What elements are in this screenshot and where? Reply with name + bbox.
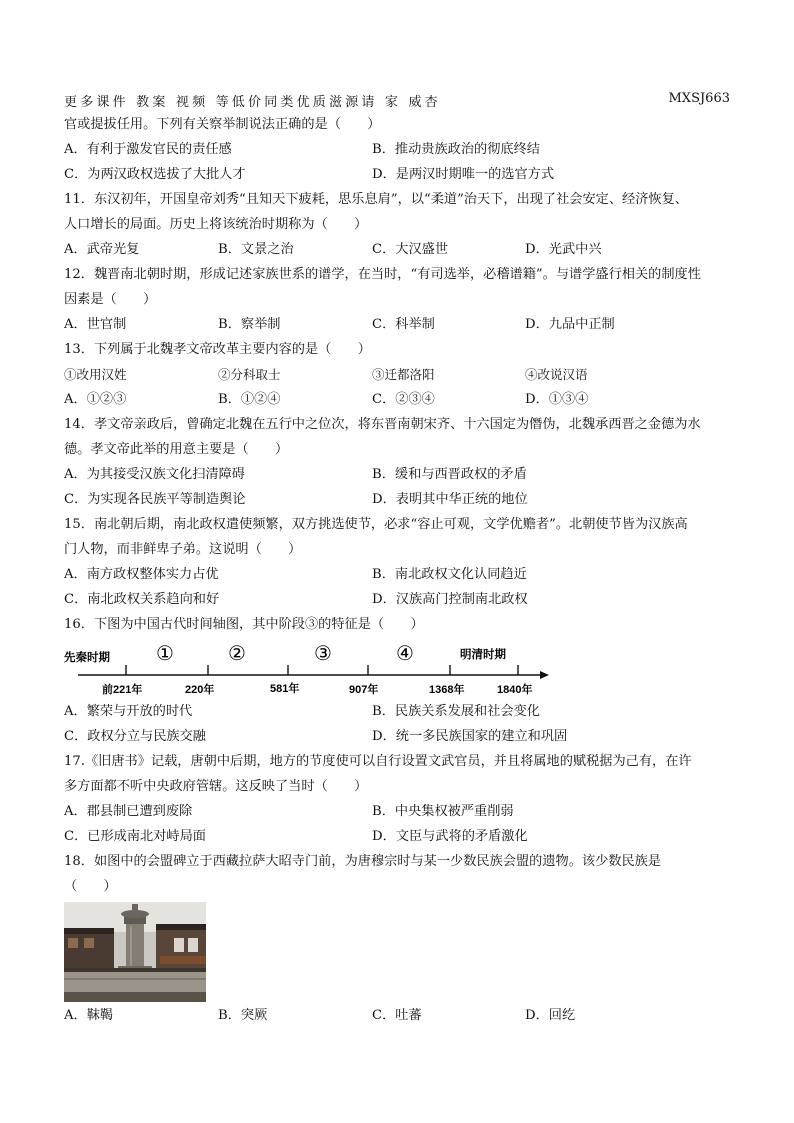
- q14-option-b[interactable]: B．缓和与西晋政权的矛盾: [372, 467, 527, 482]
- q18-option-b[interactable]: B．突厥: [218, 1008, 268, 1023]
- q12-stem-line2: 因素是（ ）: [64, 292, 157, 307]
- q11-stem-line1: 11．东汉初年，开国皇帝刘秀“且知天下疲耗，思乐息肩”，以“柔道”治天下，出现了社会安定、经济恢复、: [64, 192, 688, 207]
- q16-option-a[interactable]: A．繁荣与开放的时代: [64, 704, 193, 719]
- timeline-tick-label-6: 1840年: [497, 684, 533, 696]
- timeline-stage-3: ③: [314, 641, 332, 665]
- q13-option-d[interactable]: D．①③④: [525, 392, 589, 407]
- q16-option-c[interactable]: C．政权分立与民族交融: [64, 729, 206, 744]
- q15-option-a[interactable]: A．南方政权整体实力占优: [64, 567, 219, 582]
- q15-option-d[interactable]: D．汉族高门控制南北政权: [372, 592, 528, 607]
- q11-option-a[interactable]: A．武帝光复: [64, 242, 140, 257]
- q17-option-a[interactable]: A．郡县制已遭到废除: [64, 804, 193, 819]
- timeline-left-label: 先秦时期: [64, 652, 110, 664]
- page-header: [64, 91, 730, 109]
- q13-item-3: ③迁都洛阳: [372, 367, 435, 382]
- q11-option-d[interactable]: D．光武中兴: [525, 242, 602, 257]
- q11-option-c[interactable]: C．大汉盛世: [372, 242, 449, 257]
- q17-option-c[interactable]: C．已形成南北对峙局面: [64, 829, 206, 844]
- q11-option-b[interactable]: B．文景之治: [218, 242, 294, 257]
- q13-stem: 13．下列属于北魏孝文帝改革主要内容的是（ ）: [64, 342, 371, 357]
- q12-option-a[interactable]: A．世官制: [64, 317, 127, 332]
- q10-option-b[interactable]: B．推动贵族政治的彻底终结: [372, 142, 540, 157]
- q12-stem-line1: 12．魏晋南北朝时期，形成记述家族世系的谱学，在当时，“有司选举，必稽谱籍”。与谱学盛行相关的制度性: [64, 267, 701, 282]
- q18-option-a[interactable]: A．靺鞨: [64, 1008, 114, 1023]
- header-code: MXSJ663: [668, 91, 730, 106]
- q18-option-d[interactable]: D．回纥: [525, 1008, 576, 1023]
- timeline-tick-label-5: 1368年: [429, 684, 465, 696]
- q14-stem-line1: 14．孝文帝亲政后，曾确定北魏在五行中之位次，将东晋南朝宋齐、十六国定为僭伪，北魏承西晋之金德为水: [64, 417, 701, 432]
- q18-stem-line2: （ ）: [64, 879, 117, 894]
- q13-option-b[interactable]: B．①②④: [218, 392, 281, 407]
- q13-item-1: ①改用汉姓: [64, 367, 127, 382]
- timeline-stage-2: ②: [228, 641, 246, 665]
- q11-stem-line2: 人口增长的局面。历史上将该统治时期称为（ ）: [64, 217, 368, 232]
- q16-option-b[interactable]: B．民族关系发展和社会变化: [372, 704, 540, 719]
- timeline-figure: [60, 636, 560, 704]
- timeline-right-label: 明清时期: [460, 649, 506, 661]
- q18-stem-line1: 18．如图中的会盟碑立于西藏拉萨大昭寺门前，为唐穆宗时与某一少数民族会盟的遗物。该少数民族是: [64, 854, 662, 869]
- q10-option-a[interactable]: A．有利于激发官民的责任感: [64, 142, 232, 157]
- q12-option-c[interactable]: C．科举制: [372, 317, 435, 332]
- q17-option-b[interactable]: B．中央集权被严重削弱: [372, 804, 514, 819]
- timeline-tick-label-4: 907年: [349, 684, 379, 696]
- q10-option-d[interactable]: D．是两汉时期唯一的选官方式: [372, 167, 555, 182]
- q13-item-2: ②分科取士: [218, 367, 281, 382]
- q12-option-b[interactable]: B．察举制: [218, 317, 281, 332]
- timeline-stage-4: ④: [396, 641, 414, 665]
- header-promo-text: 更多课件 教案 视频 等低价同类优质滋源请 家 威杏: [64, 95, 441, 110]
- q16-option-d[interactable]: D．统一多民族国家的建立和巩固: [372, 729, 568, 744]
- q17-stem-line2: 多方面都不听中央政府管辖。这反映了当时（ ）: [64, 779, 368, 794]
- q13-item-4: ④改说汉语: [525, 367, 588, 382]
- q17-option-d[interactable]: D．文臣与武将的矛盾激化: [372, 829, 528, 844]
- q15-option-b[interactable]: B．南北政权文化认同趋近: [372, 567, 527, 582]
- timeline-arrowhead: [540, 671, 549, 679]
- q15-option-c[interactable]: C．南北政权关系趋向和好: [64, 592, 220, 607]
- q13-option-c[interactable]: C．②③④: [372, 392, 435, 407]
- q17-stem-line1: 17.《旧唐书》记载，唐朝中后期，地方的节度使可以自行设置文武官员，并且将属地的赋税据为己有，在许: [64, 754, 692, 769]
- q13-option-a[interactable]: A．①②③: [64, 392, 127, 407]
- q14-stem-line2: 德。孝文帝此举的用意主要是（ ）: [64, 442, 289, 457]
- q15-stem-line1: 15．南北朝后期，南北政权遣使频繁，双方挑选使节，必求“容止可观，文学优赡者”。北朝使节皆为汉族高: [64, 517, 688, 532]
- q14-option-c[interactable]: C．为实现各民族平等制造舆论: [64, 492, 246, 507]
- timeline-svg: [60, 636, 560, 704]
- q16-stem: 16．下图为中国古代时间轴图，其中阶段③的特征是（ ）: [64, 617, 424, 632]
- timeline-stage-1: ①: [156, 641, 174, 665]
- stele-photo-svg: [64, 902, 206, 1002]
- timeline-tick-label-1: 前221年: [102, 684, 143, 696]
- q18-option-c[interactable]: C．吐蕃: [372, 1008, 422, 1023]
- q10-stem-tail: 官或提拔任用。下列有关察举制说法正确的是（ ）: [64, 117, 381, 132]
- q14-option-d[interactable]: D．表明其中华正统的地位: [372, 492, 528, 507]
- q12-option-d[interactable]: D．九品中正制: [525, 317, 615, 332]
- q14-option-a[interactable]: A．为其接受汉族文化扫清障碍: [64, 467, 245, 482]
- timeline-tick-label-2: 220年: [185, 684, 215, 696]
- stele-photo: [64, 902, 206, 1002]
- timeline-tick-label-3: 581年: [270, 683, 300, 695]
- q10-option-c[interactable]: C．为两汉政权选拔了大批人才: [64, 167, 246, 182]
- q15-stem-line2: 门人物，而非鲜卑子弟。这说明（ ）: [64, 542, 302, 557]
